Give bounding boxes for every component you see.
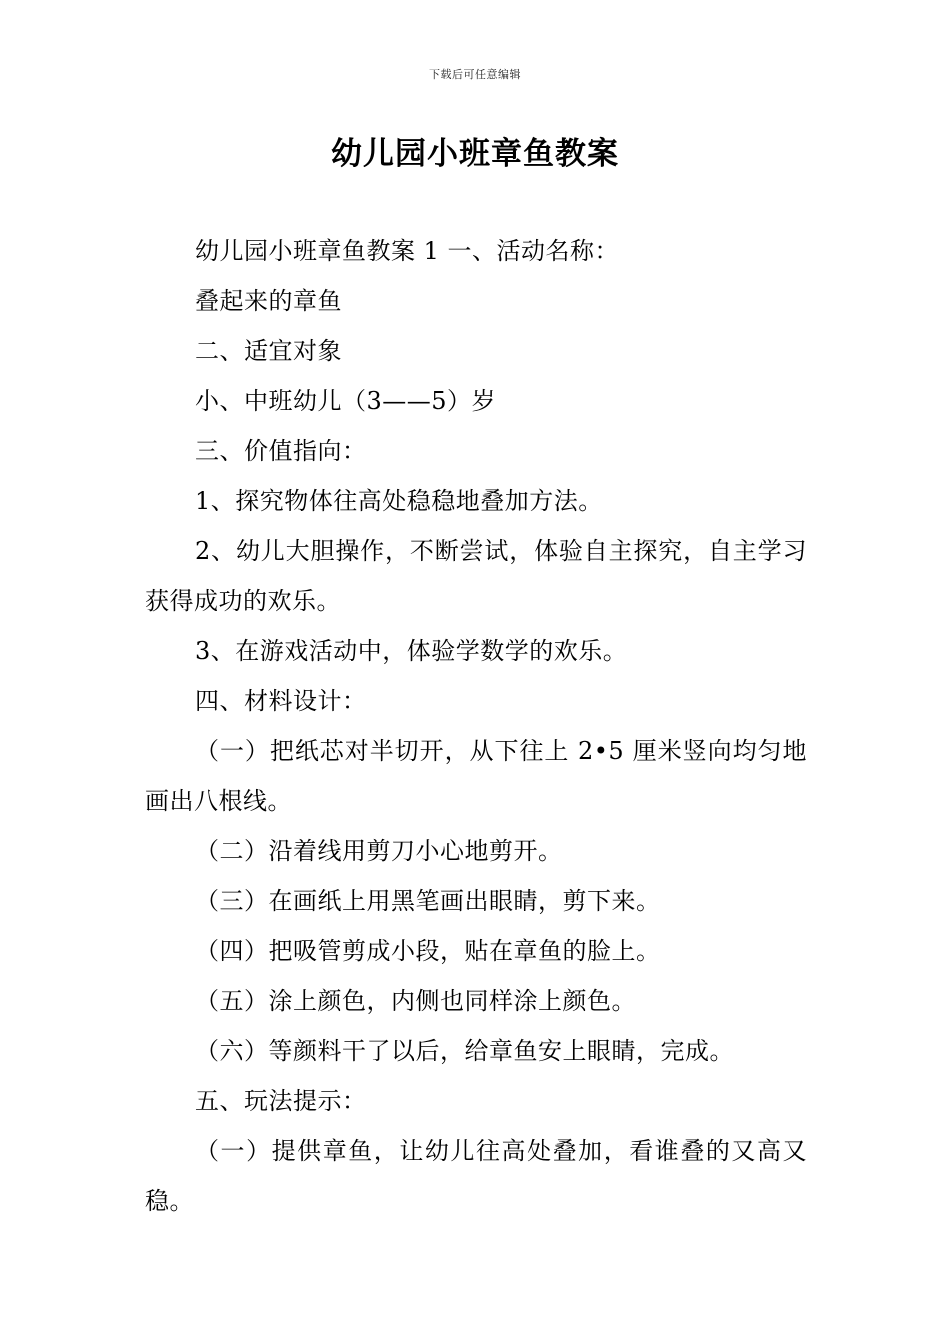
header-note: 下载后可任意编辑 [429, 68, 521, 81]
paragraph-value-3: 3、在游戏活动中，体验学数学的欢乐。 [195, 637, 628, 665]
paragraph-materials-4: （四）把吸管剪成小段，贴在章鱼的脸上。 [195, 937, 661, 965]
paragraph-play-heading: 五、玩法提示： [195, 1087, 367, 1115]
paragraph-target: 小、中班幼儿（3——5）岁 [195, 387, 497, 415]
paragraph-value-1: 1、探究物体往高处稳稳地叠加方法。 [195, 487, 603, 515]
paragraph-play-1: （一）提供章鱼，让幼儿往高处叠加，看谁叠的又高又稳。 [145, 1137, 807, 1215]
paragraph-target-heading: 二、适宜对象 [195, 337, 342, 365]
paragraph-materials-1: （一）把纸芯对半切开，从下往上 2•5 厘米竖向均匀地画出八根线。 [145, 737, 807, 815]
document-title: 幼儿园小班章鱼教案 [331, 136, 619, 172]
paragraph-value-heading: 三、价值指向： [195, 437, 367, 465]
paragraph-materials-5: （五）涂上颜色，内侧也同样涂上颜色。 [195, 987, 636, 1015]
paragraph-materials-heading: 四、材料设计： [195, 687, 367, 715]
paragraph-value-2: 2、幼儿大胆操作，不断尝试，体验自主探究，自主学习获得成功的欢乐。 [145, 537, 807, 615]
paragraph-activity-name-heading: 幼儿园小班章鱼教案 1 一、活动名称： [195, 237, 620, 265]
paragraph-materials-3: （三）在画纸上用黑笔画出眼睛，剪下来。 [195, 887, 661, 915]
document-body [145, 226, 807, 1226]
paragraph-materials-2: （二）沿着线用剪刀小心地剪开。 [195, 837, 563, 865]
paragraph-activity-name: 叠起来的章鱼 [195, 287, 342, 315]
paragraph-materials-6: （六）等颜料干了以后，给章鱼安上眼睛，完成。 [195, 1037, 734, 1065]
